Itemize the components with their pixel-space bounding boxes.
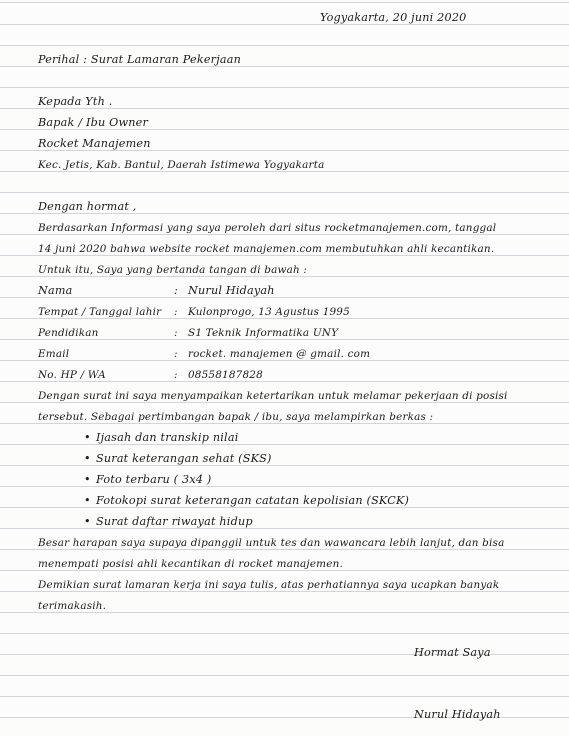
identity-label: Tempat / Tanggal lahir bbox=[38, 306, 162, 318]
recipient-text: Kepada Yth . bbox=[38, 95, 113, 108]
signature-name: Nurul Hidayah bbox=[414, 708, 501, 721]
attachment-text: Surat keterangan sehat (SKS) bbox=[96, 452, 272, 465]
body-text: tersebut. Sebagai pertimbangan bapak / ibu, saya melampirkan berkas : bbox=[38, 411, 434, 423]
intro-text: Untuk itu, Saya yang bertanda tangan di bawah : bbox=[38, 264, 308, 276]
recipient-text: Kec. Jetis, Kab. Bantul, Daerah Istimewa Yogyakarta bbox=[38, 159, 325, 171]
body-text: Demikian surat lamaran kerja ini saya tulis, atas perhatiannya saya ucapkan banyak bbox=[38, 579, 500, 591]
attachment-text: Ijasah dan transkip nilai bbox=[96, 431, 239, 444]
identity-value: rocket. manajemen @ gmail. com bbox=[188, 348, 371, 360]
identity-separator: : bbox=[174, 284, 178, 297]
attachment-text: Surat daftar riwayat hidup bbox=[96, 515, 253, 528]
identity-separator: : bbox=[174, 327, 178, 339]
body-text: Dengan surat ini saya menyampaikan ketertarikan untuk melamar pekerjaan di posisi bbox=[38, 390, 508, 402]
bullet-icon: • bbox=[84, 431, 91, 444]
bullet-icon: • bbox=[84, 473, 91, 486]
body-text: menempati posisi ahli kecantikan di rocket manajemen. bbox=[38, 558, 343, 570]
identity-value: Kulonprogo, 13 Agustus 1995 bbox=[188, 306, 350, 318]
identity-value: Nurul Hidayah bbox=[188, 284, 275, 297]
body-text: Besar harapan saya supaya dipanggil untuk tes dan wawancara lebih lanjut, dan bisa bbox=[38, 537, 505, 549]
closing: Hormat Saya bbox=[414, 646, 491, 659]
date-line: Yogyakarta, 20 juni 2020 bbox=[320, 11, 467, 24]
identity-separator: : bbox=[174, 306, 178, 318]
identity-value: 08558187828 bbox=[188, 369, 263, 381]
recipient-text: Rocket Manajemen bbox=[38, 137, 151, 150]
attachment-text: Fotokopi surat keterangan catatan kepolisian (SKCK) bbox=[96, 494, 410, 507]
bullet-icon: • bbox=[84, 452, 91, 465]
identity-separator: : bbox=[174, 348, 178, 360]
identity-label: Nama bbox=[38, 284, 73, 297]
identity-separator: : bbox=[174, 369, 178, 381]
body-text: terimakasih. bbox=[38, 600, 107, 612]
greeting: Dengan hormat , bbox=[38, 200, 137, 213]
identity-label: Email bbox=[38, 348, 70, 360]
identity-label: No. HP / WA bbox=[38, 369, 106, 381]
identity-label: Pendidikan bbox=[38, 327, 99, 339]
attachment-text: Foto terbaru ( 3x4 ) bbox=[96, 473, 212, 486]
bullet-icon: • bbox=[84, 494, 91, 507]
recipient-text: Bapak / Ibu Owner bbox=[38, 116, 149, 129]
bullet-icon: • bbox=[84, 515, 91, 528]
subject-line: Perihal : Surat Lamaran Pekerjaan bbox=[38, 53, 242, 66]
identity-value: S1 Teknik Informatika UNY bbox=[188, 327, 339, 339]
intro-text: 14 juni 2020 bahwa website rocket manajemen.com membutuhkan ahli kecantikan. bbox=[38, 243, 495, 255]
intro-text: Berdasarkan Informasi yang saya peroleh dari situs rocketmanajemen.com, tanggal bbox=[38, 222, 497, 234]
